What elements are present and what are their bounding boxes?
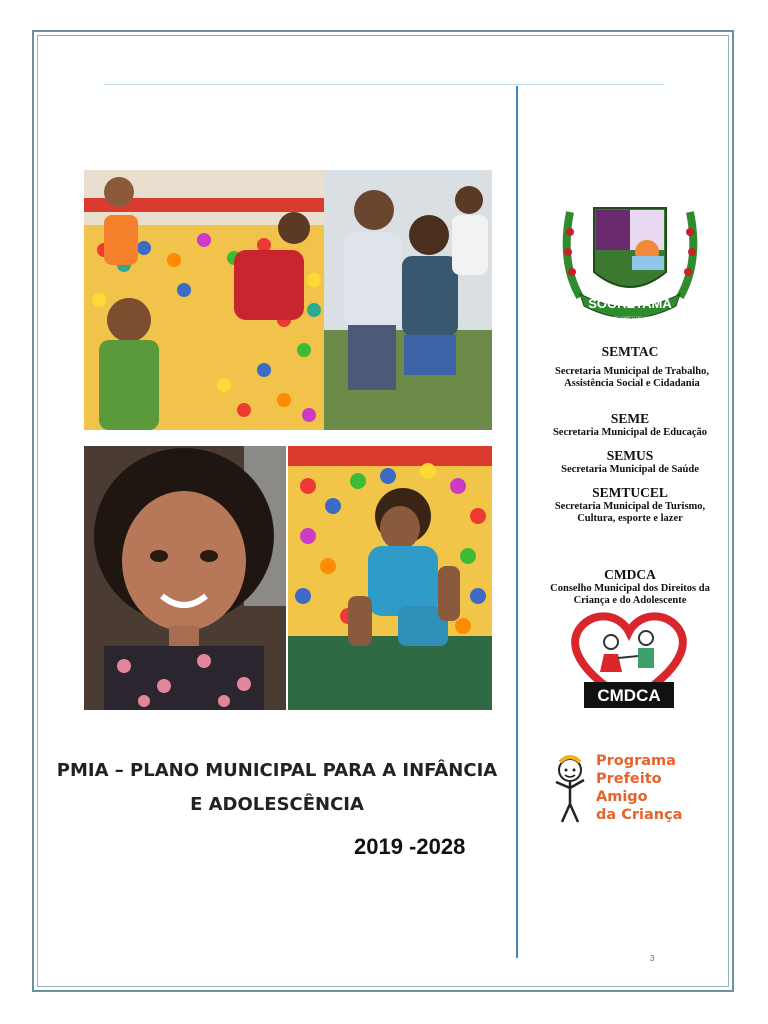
photo-boys-standing — [324, 170, 492, 430]
semus-acronym: SEMUS — [606, 448, 654, 463]
cmdca-full-name: Conselho Municipal dos Direitos da Criança e do Adolescente — [550, 583, 710, 606]
cmdca-acronym: CMDCA — [604, 567, 656, 582]
semtac-acronym: SEMTAC — [601, 344, 659, 359]
semtac-full-name: Secretaria Municipal de Trabalho, Assistência Social e Cidadania — [555, 366, 709, 389]
document-title-line-1: PMIA – PLANO MUNICIPAL PARA A INFÂNCIA — [56, 760, 498, 781]
photo-toddler-ball-pit — [288, 446, 492, 710]
programa-prefeito-amigo-logo — [548, 752, 708, 830]
seme-acronym: SEME — [610, 411, 650, 426]
seme-full-name: Secretaria Municipal de Educação — [552, 427, 708, 438]
sooretama-banner-text: SOORETAMA — [588, 296, 672, 311]
top-rule — [104, 84, 664, 85]
semtucel-full-name: Secretaria Municipal de Turismo, Cultura, esporte e lazer — [554, 501, 706, 524]
semtucel-acronym: SEMTUCEL — [592, 485, 668, 500]
programa-line-4: da Criança — [596, 807, 683, 823]
photo-ball-pit-children — [84, 170, 324, 430]
column-divider — [516, 86, 518, 958]
programa-line-3: Amigo — [596, 789, 648, 805]
photo-smiling-girl — [84, 446, 286, 710]
cmdca-logo-text: CMDCA — [597, 686, 661, 705]
sooretama-coat-of-arms-logo — [560, 202, 700, 332]
page-number: 3 — [650, 954, 655, 963]
semus-full-name: Secretaria Municipal de Saúde — [561, 464, 699, 475]
programa-line-1: Programa — [596, 753, 676, 769]
document-years: 2019 -2028 — [354, 834, 466, 859]
cmdca-heart-logo — [566, 610, 692, 712]
sooretama-date-text: 30 DE MARÇO DE 1994 — [608, 315, 652, 320]
document-title-line-2: E ADOLESCÊNCIA — [190, 794, 364, 815]
programa-line-2: Prefeito — [596, 771, 662, 787]
child-figure-icon — [548, 752, 596, 830]
